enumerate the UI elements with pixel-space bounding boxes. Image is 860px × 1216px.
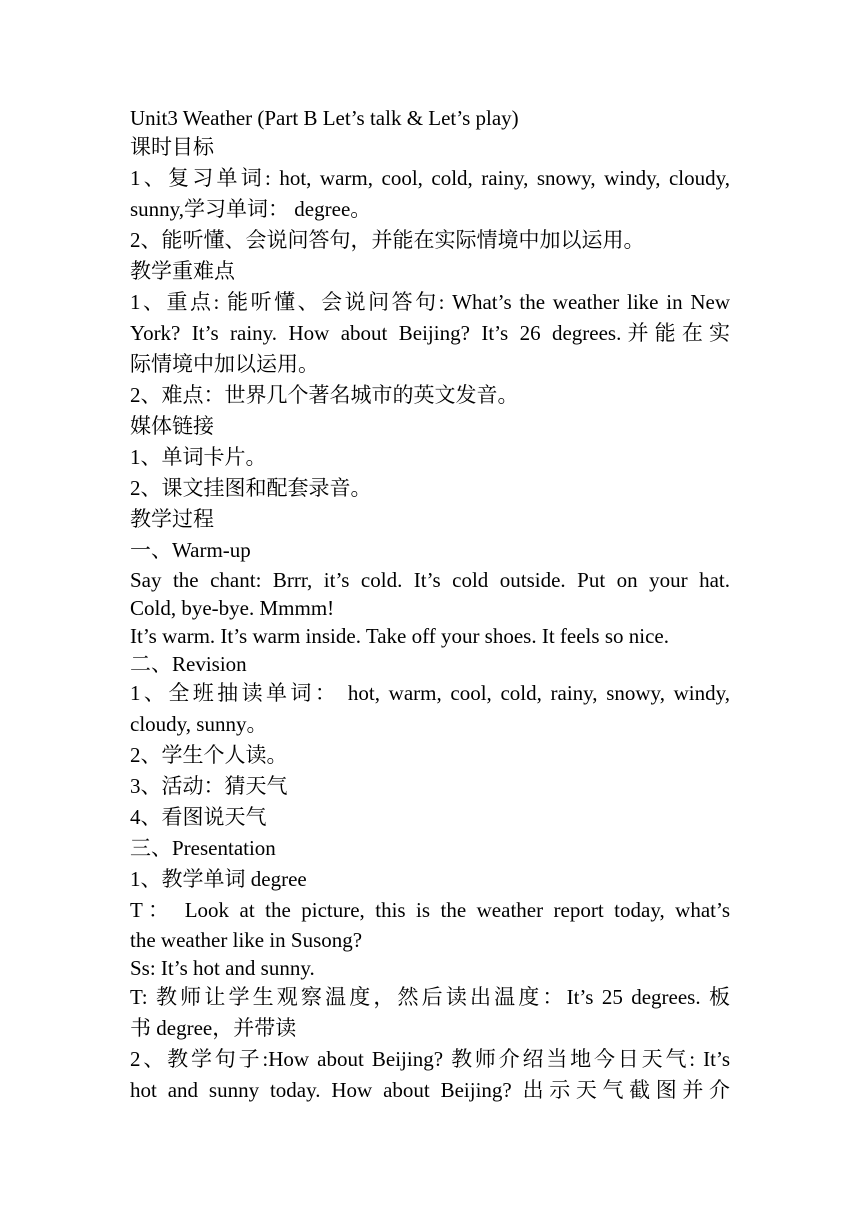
paragraph-line: 2、能听懂、会说问答句，并能在实际情境中加以运用。 [130,228,645,252]
paragraph-line: 1、单词卡片。 [130,445,267,469]
heading-objectives: 课时目标 [130,135,214,159]
paragraph-line: 1、全班抽读单词： hot, warm, cool, cold, rainy, snowy, windy, [130,681,730,705]
section-revision: 二、Revision [130,652,247,676]
paragraph-line: Ss: It’s hot and sunny. [130,956,315,980]
paragraph-line: 2、学生个人读。 [130,743,288,767]
paragraph-line: 书 degree，并带读 [130,1016,297,1040]
paragraph-line: 2、课文挂图和配套录音。 [130,476,372,500]
paragraph-line: 1、复习单词: hot, warm, cool, cold, rainy, snowy, windy, cloudy, [130,166,730,190]
paragraph-line: 4、看图说天气 [130,805,267,829]
paragraph-line: the weather like in Susong? [130,928,363,952]
document-page [130,104,730,1106]
section-warm-up: 一、Warm-up [130,538,251,562]
heading-process: 教学过程 [130,507,214,531]
paragraph-line: Cold, bye-bye. Mmmm! [130,596,335,620]
paragraph-line: 际情境中加以运用。 [130,352,319,376]
paragraph-line: hot and sunny today. How about Beijing? 出示天气截图并介 [130,1078,730,1102]
document-title: Unit3 Weather (Part B Let’s talk & Let’s play) [130,106,519,130]
paragraph-line: It’s warm. It’s warm inside. Take off your shoes. It feels so nice. [130,624,669,648]
paragraph-line: sunny,学习单词： degree。 [130,197,372,221]
paragraph-line: T： Look at the picture, this is the weather report today, what’s [130,898,730,922]
paragraph-line: 1、重点: 能听懂、会说问答句: What’s the weather like in New [130,290,730,314]
heading-media: 媒体链接 [130,414,214,438]
paragraph-line: Say the chant: Brrr, it’s cold. It’s cold outside. Put on your hat. [130,568,730,592]
paragraph-line: York? It’s rainy. How about Beijing? It’s 26 degrees.并能在实 [130,321,730,345]
heading-key-points: 教学重难点 [130,259,235,283]
paragraph-line: 3、活动：猜天气 [130,774,288,798]
paragraph-line: cloudy, sunny。 [130,712,268,736]
paragraph-line: T: 教师让学生观察温度，然后读出温度：It’s 25 degrees. 板 [130,985,730,1009]
paragraph-line: 2、难点：世界几个著名城市的英文发音。 [130,383,519,407]
section-presentation: 三、Presentation [130,836,276,860]
paragraph-line: 1、教学单词 degree [130,867,307,891]
paragraph-line: 2、教学句子:How about Beijing? 教师介绍当地今日天气: It’s [130,1047,730,1071]
